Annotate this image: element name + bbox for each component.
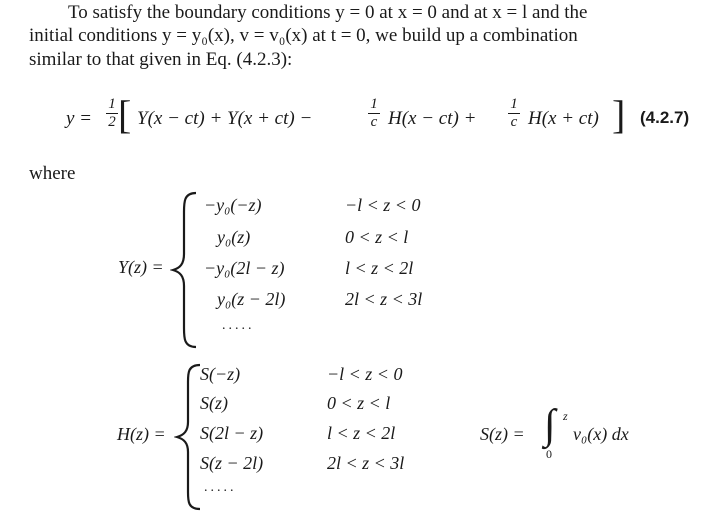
eq-term3: H(x + ct) [528,108,599,129]
H-lhs: H(z) = [117,424,166,444]
eq-frac-1c-a [368,97,380,130]
equation-number: (4.2.7) [640,108,690,127]
frac-denominator: 2 [108,114,116,130]
Y-case-cond-1: −l < z < 0 [345,195,421,215]
H-case-cond-4: 2l < z < 3l [327,453,405,473]
intro-line-3: similar to that given in Eq. (4.2.3): [29,49,293,70]
H-case-cond-3: l < z < 2l [327,423,396,443]
Y-case-cond-4: 2l < z < 3l [345,289,423,309]
eq-term1: Y(x − ct) + Y(x + ct) − [137,108,313,129]
Y-ellipsis: ..... [222,318,255,333]
frac-numerator: 1 [108,96,116,112]
Y-lhs: Y(z) = [118,257,164,277]
frac-numerator: 1 [370,96,378,112]
Y-case-expr-1: −y₀(−z) [204,195,262,215]
Y-case-expr-2: y₀(z) [217,227,251,247]
eq-term2: H(x − ct) + [388,108,477,129]
H-case-expr-3: S(2l − z) [200,423,264,443]
frac-numerator: 1 [510,96,518,112]
intro-line-2: initial conditions y = y₀(x), v = v₀(x) at t = 0, we build up a combination [29,25,578,46]
frac-denominator: c [510,114,518,130]
eq-close-bracket: ] [612,92,626,137]
integrand: v₀(x) dx [573,424,629,444]
integral-lower-limit: 0 [546,447,552,461]
integral-sign: ∫ [544,402,556,448]
H-case-expr-1: S(−z) [200,364,241,384]
eq-lhs: y = [66,108,93,129]
left-brace-icon [170,190,200,350]
Y-case-expr-3: −y₀(2l − z) [204,258,285,278]
H-case-cond-2: 0 < z < l [327,393,391,413]
where-label: where [29,163,76,184]
Y-case-cond-3: l < z < 2l [345,258,414,278]
Y-case-expr-4: y₀(z − 2l) [217,289,286,309]
eq-open-bracket: [ [118,92,132,137]
intro-line-1: To satisfy the boundary conditions y = 0 at x = 0 and at x = l and the [68,2,588,23]
H-case-expr-4: S(z − 2l) [200,453,264,473]
integral-upper-limit: z [563,409,568,423]
H-ellipsis: ..... [204,480,237,495]
H-case-cond-1: −l < z < 0 [327,364,403,384]
eq-frac-1c-b [508,97,520,130]
frac-denominator: c [370,114,378,130]
H-case-expr-2: S(z) [200,393,228,413]
S-lhs: S(z) = [480,424,525,444]
eq-frac-half [106,97,118,130]
Y-case-cond-2: 0 < z < l [345,227,409,247]
